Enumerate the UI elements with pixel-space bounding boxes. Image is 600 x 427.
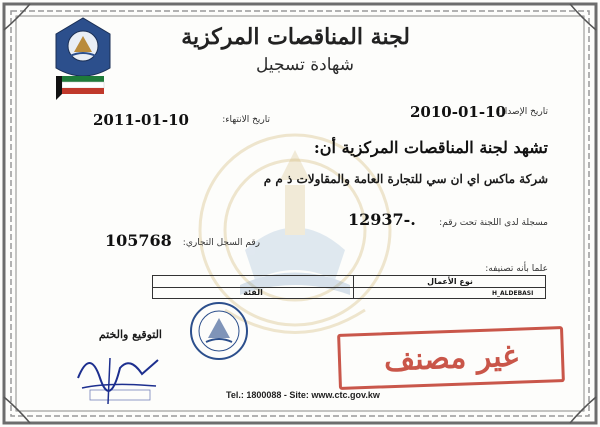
not-classified-stamp: غير مصنف (337, 326, 565, 390)
page-title: لجنة المناقصات المركزية (181, 24, 410, 50)
table-header-empty (153, 276, 353, 287)
table-row (153, 287, 545, 298)
registration-number-label: مسجلة لدى اللجنة تحت رقم: (439, 218, 548, 228)
issue-date-label: تاريخ الإصدار: (497, 107, 548, 117)
certifies-heading: تشهد لجنة المناقصات المركزية أن: (313, 138, 548, 157)
kuwait-emblem-icon (52, 14, 114, 106)
expiry-date-value: 2011-01-10 (93, 111, 189, 129)
issue-date-value: 2010-01-10 (410, 103, 506, 121)
registration-number-value: 12937-. (348, 210, 416, 229)
operator-code: H_ALDEBASI (492, 290, 534, 297)
company-name: شركة ماكس اي ان سي للتجارة العامة والمقاولات ذ م م (263, 172, 548, 186)
table-divider (353, 276, 354, 287)
handwritten-signature (70, 338, 170, 408)
signature-label: التوقيع والختم (98, 328, 162, 341)
classification-label: علما بأنه تصنيفه: (485, 264, 548, 274)
table-divider (353, 287, 354, 298)
commercial-register-label: رقم السجل التجاري: (182, 238, 260, 248)
commercial-register-value: 105768 (105, 231, 172, 250)
expiry-date-label: تاريخ الانتهاء: (222, 115, 270, 125)
certificate-subtitle: شهادة تسجيل (255, 55, 354, 75)
column-category: الفئة (243, 288, 263, 297)
classification-table (152, 275, 546, 299)
official-seal-icon (188, 300, 250, 362)
column-work-type: نوع الأعمال (427, 277, 473, 286)
footer-contact: Tel.: 1800088 - Site: www.ctc.gov.kw (226, 390, 380, 400)
